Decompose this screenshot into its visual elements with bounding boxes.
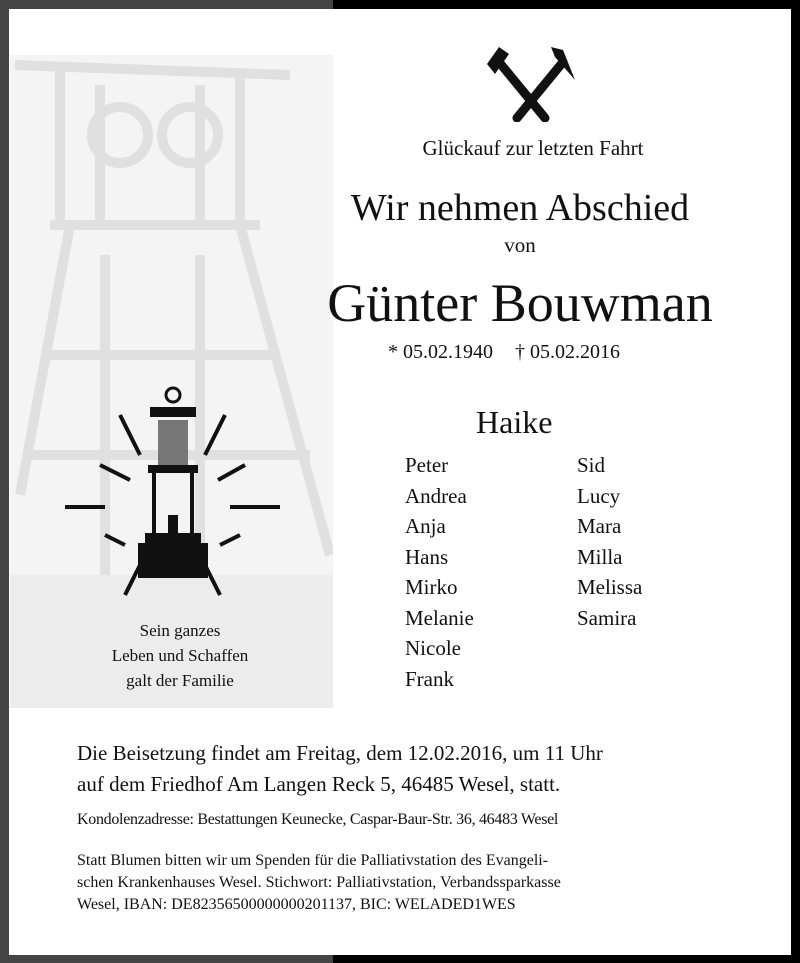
donation-info [77, 850, 561, 916]
funeral-line: auf dem Friedhof Am Langen Reck 5, 46485 Wesel, statt. [77, 772, 561, 796]
family-member: Melissa [577, 575, 643, 599]
family-member: Andrea [405, 483, 467, 508]
quote-line: Leben und Schaffen [111, 646, 249, 665]
family-member: Mara [577, 514, 622, 538]
family-member: Anja [405, 514, 446, 538]
spouse-name: Haike [476, 404, 553, 440]
family-column-1 [405, 450, 474, 694]
family-member: Frank [405, 666, 454, 691]
family-member: Sid [577, 453, 606, 477]
deceased-name: Günter Bouwman [327, 273, 713, 333]
donation-line: Statt Blumen bitten wir um Spenden für die Palliativstation des Evangeli- [77, 852, 549, 869]
hammer-and-pick-icon [485, 42, 577, 122]
funeral-line: Die Beisetzung findet am Freitag, dem 12.02.2016, um 11 Uhr [77, 741, 603, 765]
donation-line: schen Krankenhauses Wesel. Stichwort: Palliativstation, Verbandssparkasse [77, 874, 561, 891]
family-member: Mirko [405, 575, 458, 599]
family-member: Nicole [405, 636, 461, 660]
family-member: Samira [577, 605, 637, 630]
farewell-heading: Wir nehmen Abschied [350, 187, 690, 229]
miner-lamp-icon [60, 385, 290, 605]
family-member: Melanie [405, 605, 474, 630]
quote-line: Sein ganzes [139, 621, 221, 640]
life-dates [388, 340, 620, 364]
quote [70, 618, 290, 693]
von-text: von [504, 233, 536, 257]
family-member: Milla [577, 544, 623, 569]
family-member: Peter [405, 453, 449, 477]
birth-date: * 05.02.1940 [388, 341, 493, 363]
motto: Glückauf zur letzten Fahrt [422, 136, 644, 160]
condolence-address: Kondolenzadresse: Bestattungen Keunecke, Caspar-Baur-Str. 36, 46483 Wesel [77, 811, 559, 828]
quote-line: galt der Familie [126, 671, 234, 690]
donation-line: Wesel, IBAN: DE82356500000000201137, BIC: WELADED1WES [77, 896, 516, 913]
family-member: Lucy [577, 483, 621, 508]
family-member: Hans [405, 544, 449, 569]
headframe-image [10, 55, 333, 708]
family-column-2 [577, 450, 642, 633]
funeral-info [77, 738, 603, 800]
death-date: † 05.02.2016 [515, 341, 620, 363]
